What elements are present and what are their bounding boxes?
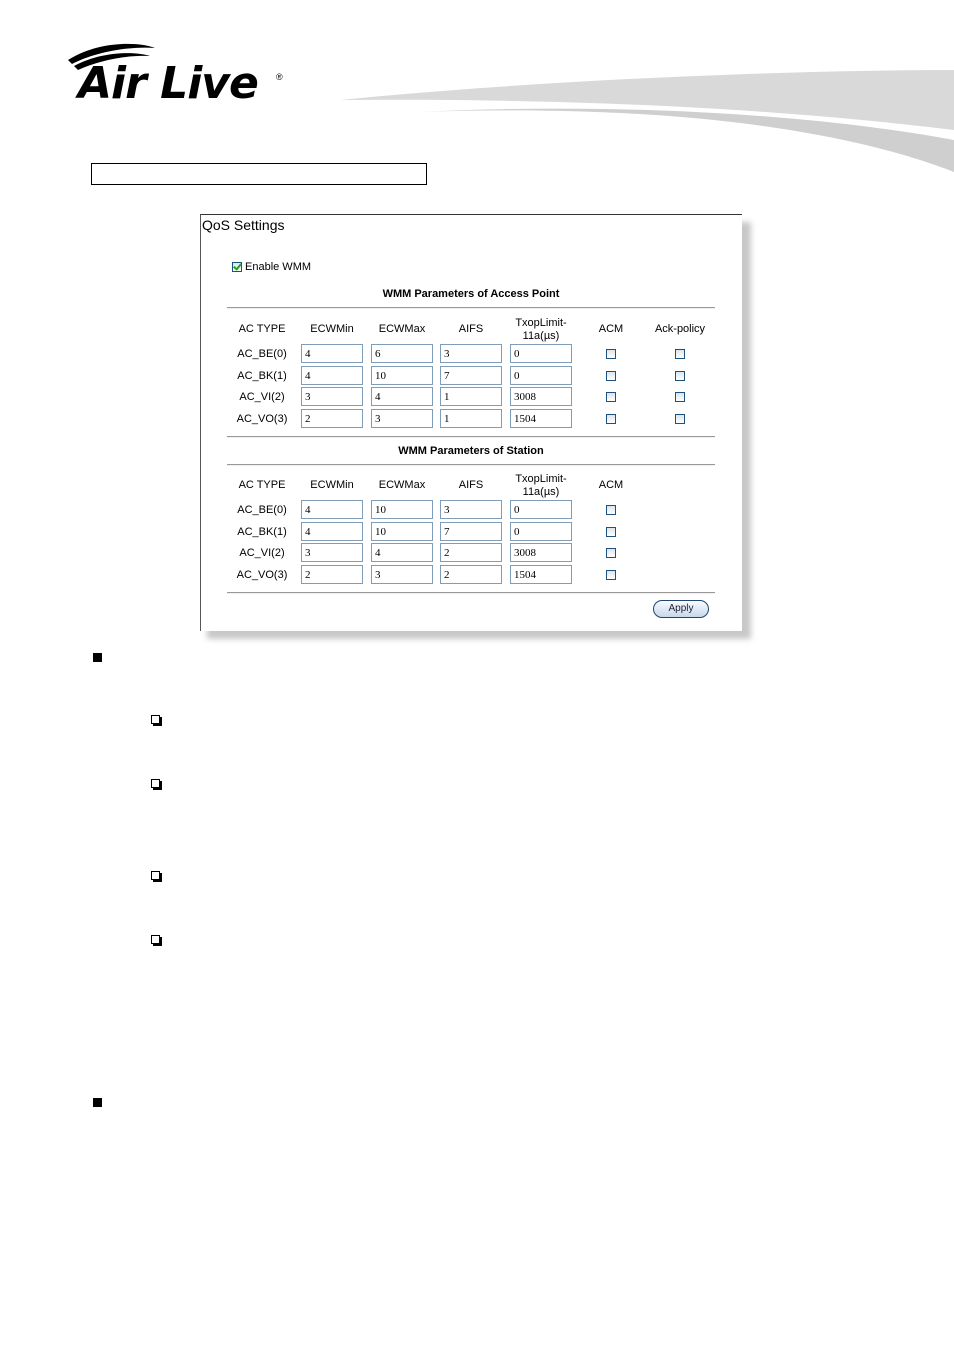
divider bbox=[227, 464, 715, 466]
ap-aifs-input[interactable] bbox=[440, 344, 502, 363]
ap-acm-checkbox[interactable] bbox=[606, 392, 616, 402]
sta-txop-input[interactable] bbox=[510, 500, 572, 519]
sta-acm-checkbox[interactable] bbox=[606, 570, 616, 580]
ap-ecwmax-input[interactable] bbox=[371, 344, 433, 363]
sta-ecwmax-input[interactable] bbox=[371, 522, 433, 541]
col-header-ecwmax: ECWMax bbox=[378, 323, 426, 335]
col-header-ecwmin: ECWMin bbox=[310, 323, 354, 335]
ap-row-type: AC_BK(1) bbox=[237, 370, 287, 382]
ap-txop-input[interactable] bbox=[510, 387, 572, 406]
ap-ecwmin-input[interactable] bbox=[301, 409, 363, 428]
sta-row-type: AC_VO(3) bbox=[236, 569, 288, 581]
sta-aifs-input[interactable] bbox=[440, 522, 502, 541]
ap-txop-input[interactable] bbox=[510, 344, 572, 363]
figure-caption-box bbox=[91, 163, 427, 185]
ap-acm-checkbox[interactable] bbox=[606, 349, 616, 359]
enable-wmm-row bbox=[232, 261, 311, 273]
sta-acm-checkbox[interactable] bbox=[606, 505, 616, 515]
col-header-actype: AC TYPE bbox=[238, 323, 286, 335]
divider bbox=[227, 436, 715, 438]
checkbox-bullet-icon bbox=[151, 871, 160, 880]
sta-ecwmin-input[interactable] bbox=[301, 500, 363, 519]
col-header-txop: TxopLimit-11a(µs) bbox=[515, 473, 567, 498]
sta-ecwmax-input[interactable] bbox=[371, 543, 433, 562]
ap-txop-input[interactable] bbox=[510, 409, 572, 428]
col-header-ecwmax: ECWMax bbox=[378, 479, 426, 491]
col-header-ecwmin: ECWMin bbox=[310, 479, 354, 491]
checkbox-bullet-icon bbox=[151, 779, 160, 788]
col-header-ack-policy: Ack-policy bbox=[654, 323, 706, 335]
divider bbox=[227, 592, 715, 594]
sta-ecwmin-input[interactable] bbox=[301, 522, 363, 541]
page-title: QoS Settings bbox=[202, 217, 285, 233]
ap-section-title: WMM Parameters of Access Point bbox=[382, 288, 560, 300]
sta-acm-checkbox[interactable] bbox=[606, 548, 616, 558]
col-header-acm: ACM bbox=[598, 479, 624, 491]
ap-ecwmin-input[interactable] bbox=[301, 387, 363, 406]
col-header-txop: TxopLimit-11a(µs) bbox=[515, 317, 567, 342]
checkbox-bullet-icon bbox=[151, 935, 160, 944]
enable-wmm-checkbox[interactable] bbox=[232, 262, 242, 272]
ap-ack-policy-checkbox[interactable] bbox=[675, 349, 685, 359]
ap-ack-policy-checkbox[interactable] bbox=[675, 414, 685, 424]
header-swoosh-graphic bbox=[340, 60, 954, 180]
sta-row-type: AC_BE(0) bbox=[237, 504, 287, 516]
ap-txop-input[interactable] bbox=[510, 366, 572, 385]
ap-ack-policy-checkbox[interactable] bbox=[675, 371, 685, 381]
square-bullet-icon bbox=[93, 1098, 102, 1107]
sta-ecwmax-input[interactable] bbox=[371, 500, 433, 519]
ap-ecwmax-input[interactable] bbox=[371, 366, 433, 385]
ap-aifs-input[interactable] bbox=[440, 366, 502, 385]
sta-aifs-input[interactable] bbox=[440, 500, 502, 519]
ap-ecwmax-input[interactable] bbox=[371, 387, 433, 406]
sta-aifs-input[interactable] bbox=[440, 565, 502, 584]
divider bbox=[227, 307, 715, 309]
sta-txop-input[interactable] bbox=[510, 565, 572, 584]
sta-ecwmin-input[interactable] bbox=[301, 565, 363, 584]
ap-acm-checkbox[interactable] bbox=[606, 371, 616, 381]
sta-acm-checkbox[interactable] bbox=[606, 527, 616, 537]
sta-row-type: AC_BK(1) bbox=[237, 526, 287, 538]
qos-settings-panel bbox=[200, 214, 742, 631]
ap-ack-policy-checkbox[interactable] bbox=[675, 392, 685, 402]
col-header-acm: ACM bbox=[598, 323, 624, 335]
apply-button[interactable]: Apply bbox=[653, 600, 709, 618]
checkbox-bullet-icon bbox=[151, 715, 160, 724]
ap-ecwmin-input[interactable] bbox=[301, 344, 363, 363]
ap-row-type: AC_BE(0) bbox=[237, 348, 287, 360]
ap-ecwmin-input[interactable] bbox=[301, 366, 363, 385]
ap-ecwmax-input[interactable] bbox=[371, 409, 433, 428]
ap-acm-checkbox[interactable] bbox=[606, 414, 616, 424]
sta-ecwmin-input[interactable] bbox=[301, 543, 363, 562]
square-bullet-icon bbox=[93, 653, 102, 662]
ap-aifs-input[interactable] bbox=[440, 387, 502, 406]
sta-row-type: AC_VI(2) bbox=[239, 547, 285, 559]
col-header-actype: AC TYPE bbox=[238, 479, 286, 491]
col-header-aifs: AIFS bbox=[458, 479, 484, 491]
sta-txop-input[interactable] bbox=[510, 543, 572, 562]
sta-ecwmax-input[interactable] bbox=[371, 565, 433, 584]
ap-aifs-input[interactable] bbox=[440, 409, 502, 428]
sta-aifs-input[interactable] bbox=[440, 543, 502, 562]
ap-row-type: AC_VI(2) bbox=[239, 391, 285, 403]
col-header-aifs: AIFS bbox=[458, 323, 484, 335]
airlive-logo-text: Air Live bbox=[78, 58, 258, 109]
enable-wmm-label: Enable WMM bbox=[245, 261, 312, 273]
sta-section-title: WMM Parameters of Station bbox=[398, 445, 544, 457]
ap-row-type: AC_VO(3) bbox=[236, 413, 288, 425]
sta-txop-input[interactable] bbox=[510, 522, 572, 541]
registered-mark: ® bbox=[276, 72, 283, 82]
